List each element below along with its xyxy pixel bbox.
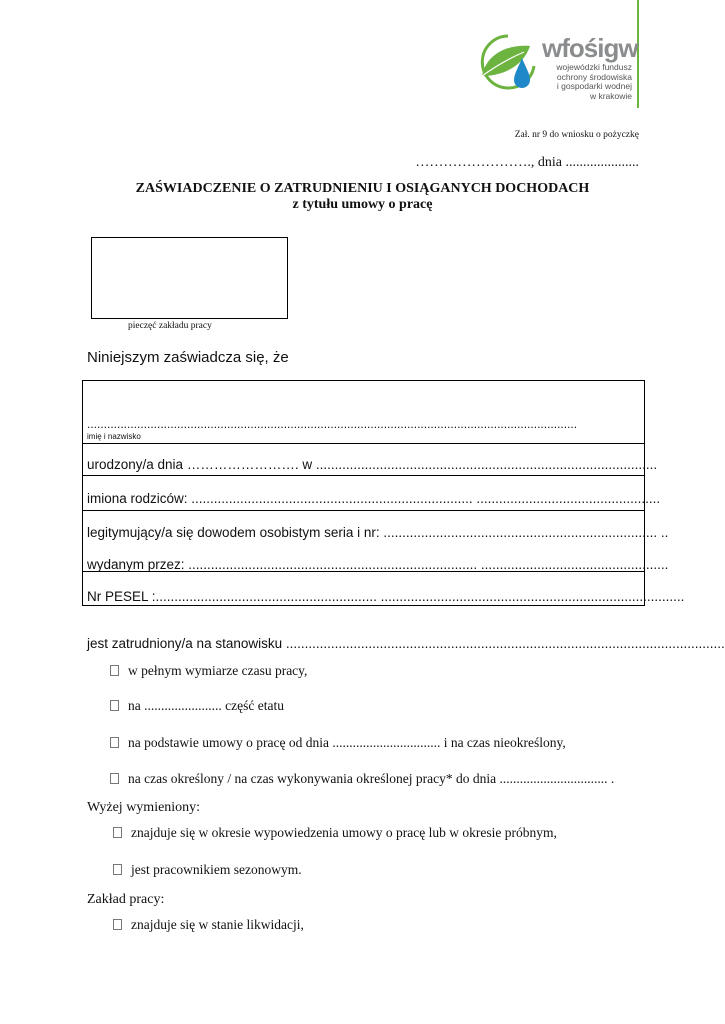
pesel-row	[83, 572, 685, 605]
name-field[interactable]: ...................................................................................................................................................	[87, 417, 578, 431]
id-card-row	[83, 511, 669, 572]
checkbox-icon[interactable]	[113, 864, 122, 875]
logo-wordmark: wfośigw	[542, 33, 638, 63]
option-full-time[interactable]: w pełnym wymiarze czasu pracy,	[110, 663, 307, 679]
checkbox-icon[interactable]	[110, 700, 119, 711]
checkbox-icon[interactable]	[113, 919, 122, 930]
leaf-drop-logo-icon	[478, 30, 540, 94]
above-header: Wyżej wymieniony:	[87, 800, 201, 815]
option-seasonal[interactable]: jest pracownikiem sezonowym.	[113, 862, 302, 878]
personal-data-table	[82, 380, 685, 606]
pesel-field[interactable]: Nr PESEL :........................................................... .................................................................................	[87, 589, 685, 604]
issued-by-field[interactable]: wydanym przez: ............................................................................. ..................................................	[87, 557, 669, 572]
logo-subtitle: wojewódzki fundusz ochrony środowiska i gospodarki wodnej w krakowie	[556, 62, 632, 101]
checkbox-icon[interactable]	[110, 773, 119, 784]
option-fixed-term[interactable]: na czas określony / na czas wykonywania określonej pracy* do dnia ................................ .	[110, 771, 614, 787]
stamp-label: pieczęć zakładu pracy	[128, 321, 212, 331]
date-line: ……………………., dnia .....................	[415, 155, 639, 170]
annex-note: Zał. nr 9 do wniosku o pożyczkę	[514, 130, 639, 140]
title-line-2: z tytułu umowy o pracę	[292, 197, 433, 212]
id-card-field[interactable]: legitymujący/a się dowodem osobistym seria i nr: ......................................................................... ..	[87, 525, 669, 540]
born-field[interactable]: urodzony/a dnia ……………………. w ...........................................................................................	[87, 457, 658, 472]
title-line-1: ZAŚWIADCZENIE O ZATRUDNIENIU I OSIĄGANYCH DOCHODACH	[135, 181, 590, 196]
option-indefinite[interactable]: na podstawie umowy o pracę od dnia ................................ i na czas nieokreślony,	[110, 735, 566, 751]
checkbox-icon[interactable]	[113, 827, 122, 838]
option-part-time[interactable]: na ....................... część etatu	[110, 698, 284, 714]
checkbox-icon[interactable]	[110, 665, 119, 676]
name-row	[83, 381, 644, 444]
option-notice-period[interactable]: znajduje się w okresie wypowiedzenia umowy o pracę lub w okresie próbnym,	[113, 825, 557, 841]
stamp-box	[91, 237, 288, 319]
name-caption: imię i nazwisko	[87, 432, 141, 441]
born-row	[83, 444, 658, 476]
employment-position-line[interactable]: jest zatrudniony/a na stanowisku .....................................................................................................................	[87, 636, 725, 651]
intro-text: Niniejszym zaświadcza się, że	[87, 349, 289, 366]
parents-row	[83, 476, 661, 511]
checkbox-icon[interactable]	[110, 737, 119, 748]
employer-header: Zakład pracy:	[87, 892, 165, 907]
option-liquidation[interactable]: znajduje się w stanie likwidacji,	[113, 917, 304, 933]
document-title	[0, 181, 725, 213]
parents-field[interactable]: imiona rodziców: ........................................................................... .................................................	[87, 491, 661, 506]
